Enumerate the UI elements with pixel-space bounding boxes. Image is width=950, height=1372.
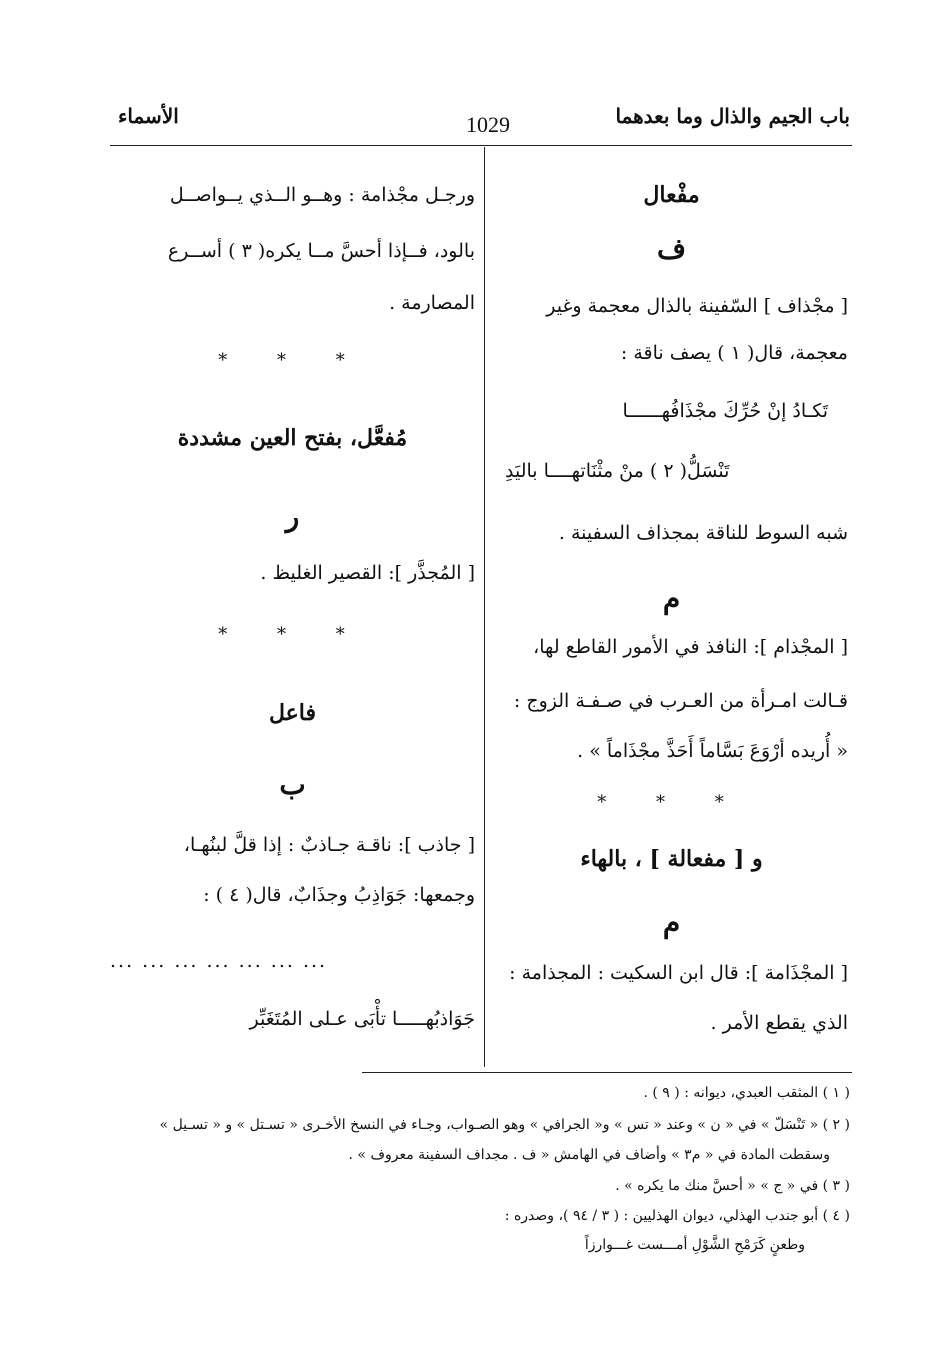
root-letter: ب xyxy=(279,768,306,801)
footnote: ( ٢ ) « تَنْسَلّ » في « ن » وعند « تس » و« الجرافي » وهو الصـواب، وجـاء في النسخ الأخـرى « تسـتل » و « تسـيل » xyxy=(159,1117,850,1133)
footnote-verse: وطعنٍ كَرَمْحِ الشَّوْلِ أمـــست غـــوارزاً xyxy=(584,1237,805,1253)
verse-line: تَنْسَلُّ( ٢ ) منْ مثْنَاتهــــا باليَدِ xyxy=(505,460,730,482)
ellipsis-line: ... ... ... ... ... ... ... xyxy=(110,950,328,972)
pattern-heading: و [ مفعالة ] ، بالهاء xyxy=(580,846,763,872)
entry-line: المصارمة . xyxy=(389,292,475,314)
entry-line: قـالت امـرأة من العـرب في صـفـة الزوج : xyxy=(513,690,848,712)
entry-line: [ المجْذَامة ]: قال ابن السكيت : المجذامة : xyxy=(509,962,848,984)
entry-line: [ المُجذَّر ]: القصير الغليظ . xyxy=(260,562,475,584)
section-separator: * * * xyxy=(218,624,367,645)
verse-line: تَكـادُ إنْ حُرِّكَ مجْذَافُهــــــا xyxy=(622,400,828,422)
running-header-chapter: باب الجيم والذال وما بعدهما xyxy=(615,104,850,128)
footnote: وسقطت المادة في « م٣ » وأضاف في الهامش « ف . مجداف السفينة معروف » . xyxy=(348,1147,830,1163)
root-letter: ف xyxy=(656,232,687,265)
pattern-heading: مُفعَّل، بفتح العين مشددة xyxy=(177,425,408,451)
section-separator: * * * xyxy=(597,792,746,813)
entry-line: [ مجْذاف ] السّفينة بالذال معجمة وغير xyxy=(546,295,848,317)
pattern-heading: مفْعال xyxy=(643,182,700,208)
footnote-rule xyxy=(362,1072,852,1073)
entry-line: معجمة، قال( ١ ) يصف ناقة : xyxy=(620,342,848,364)
verse-line: جَوَاذبُهـــــا تأْبَى عـلى المُتَغَبِّر xyxy=(249,1008,475,1030)
entry-line: شبه السوط للناقة بمجذاف السفينة . xyxy=(558,522,848,544)
page-number: 1029 xyxy=(466,112,510,137)
entry-line: ورجـل مجْذامة : وهــو الــذي يــواصــل xyxy=(169,184,475,206)
footnote: ( ١ ) المثقب العبدي، ديوانه : ( ٩ ) . xyxy=(643,1085,850,1101)
root-letter: م xyxy=(662,906,681,939)
pattern-heading: فاعل xyxy=(268,700,316,726)
quote-line: « أُريده أرْوَعَ بَسَّاماً أَحَذَّ مجْذَاماً » . xyxy=(577,740,848,762)
entry-line: وجمعها: جَوَاذِبُ وجذَابٌ، قال( ٤ ) : xyxy=(203,884,475,906)
root-letter: م xyxy=(662,582,681,615)
header-rule xyxy=(110,145,852,146)
entry-line: [ المجْذام ]: النافذ في الأمور القاطع لها، xyxy=(533,636,848,658)
footnote: ( ٤ ) أبو جندب الهذلي، ديوان الهذليين : ( ٣ / ٩٤ )، وصدره : xyxy=(504,1208,850,1224)
entry-line: بالود، فــإذا أحسَّ مــا يكره( ٣ ) أســرع xyxy=(167,240,475,262)
section-separator: * * * xyxy=(218,350,367,371)
running-header-section: الأسماء xyxy=(118,104,179,128)
root-letter: ر xyxy=(285,500,300,533)
entry-line: [ جاذب ]: ناقـة جـاذبٌ : إذا قلَّ لبنُهـا، xyxy=(183,834,475,856)
column-divider xyxy=(484,147,485,1067)
footnote: ( ٣ ) في « ج » « أحسَّ منك ما يكره » . xyxy=(615,1178,850,1194)
entry-line: الذي يقطع الأمر . xyxy=(710,1012,848,1034)
